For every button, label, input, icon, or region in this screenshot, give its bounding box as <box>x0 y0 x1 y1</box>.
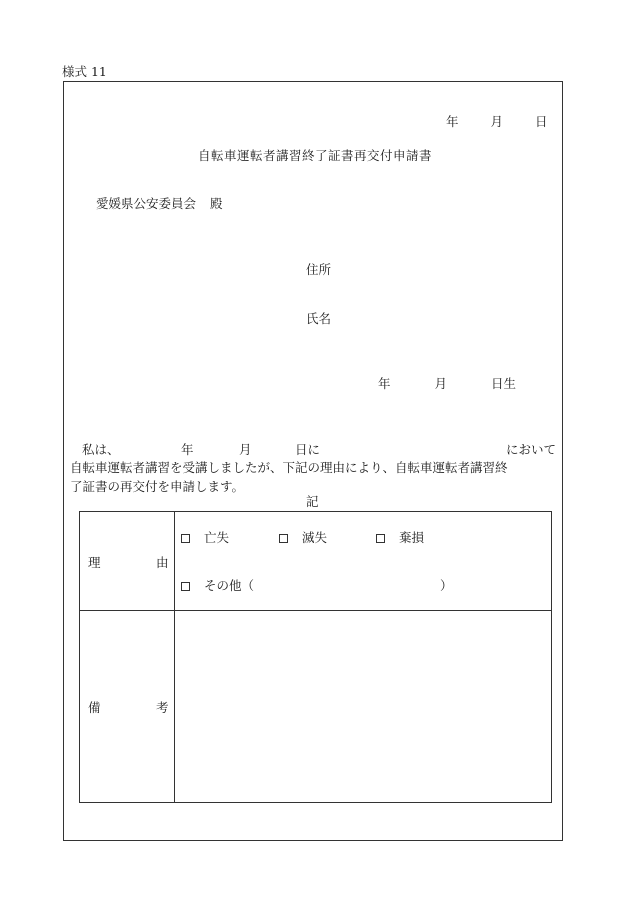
birth-month: 月 <box>434 376 448 391</box>
application-date <box>446 116 548 129</box>
checkbox-icon[interactable] <box>376 534 385 543</box>
addressee <box>96 198 223 211</box>
ki-label: 記 <box>306 494 319 509</box>
reason-label-2: 由 <box>156 555 169 570</box>
date-year: 年 <box>446 114 459 129</box>
remarks-field[interactable] <box>175 611 552 803</box>
statement-line1-end: において <box>506 442 557 457</box>
address-label: 住所 <box>306 262 332 277</box>
birth-year: 年 <box>378 376 391 391</box>
addressee-name: 愛媛県公安委員会 <box>96 196 197 211</box>
addressee-honorific: 殿 <box>210 196 223 211</box>
reason-label-1: 理 <box>88 555 101 570</box>
reason-table <box>79 511 552 803</box>
option-other-close: ） <box>440 578 453 593</box>
form-number: 様式 11 <box>62 64 107 79</box>
checkbox-icon[interactable] <box>279 534 288 543</box>
remarks-label-1: 備 <box>88 700 101 715</box>
statement-line1-month: 月 <box>239 442 252 457</box>
option-other[interactable]: その他（ <box>181 580 254 593</box>
option-destroyed[interactable]: 滅失 <box>279 532 327 545</box>
birth-date <box>378 378 516 391</box>
date-day: 日 <box>535 114 548 129</box>
checkbox-icon[interactable] <box>181 582 190 591</box>
statement-line3: 了証書の再交付を申請します。 <box>70 479 245 494</box>
birth-day: 日生 <box>491 376 517 391</box>
remarks-label-2: 考 <box>156 700 169 715</box>
statement-line2: 自転車運転者講習を受講しましたが、下記の理由により、自転車運転者講習終 <box>70 460 508 475</box>
checkbox-icon[interactable] <box>181 534 190 543</box>
document-title: 自転車運転者講習終了証書再交付申請書 <box>197 148 432 163</box>
statement-line1-start: 私は、 <box>82 442 120 457</box>
name-label: 氏名 <box>306 311 332 326</box>
statement-line1-year: 年 <box>181 442 194 457</box>
statement-line1-day: 日に <box>295 442 321 457</box>
option-loss[interactable]: 亡失 <box>181 532 229 545</box>
option-damaged[interactable]: 棄損 <box>376 532 424 545</box>
date-month: 月 <box>490 114 504 129</box>
